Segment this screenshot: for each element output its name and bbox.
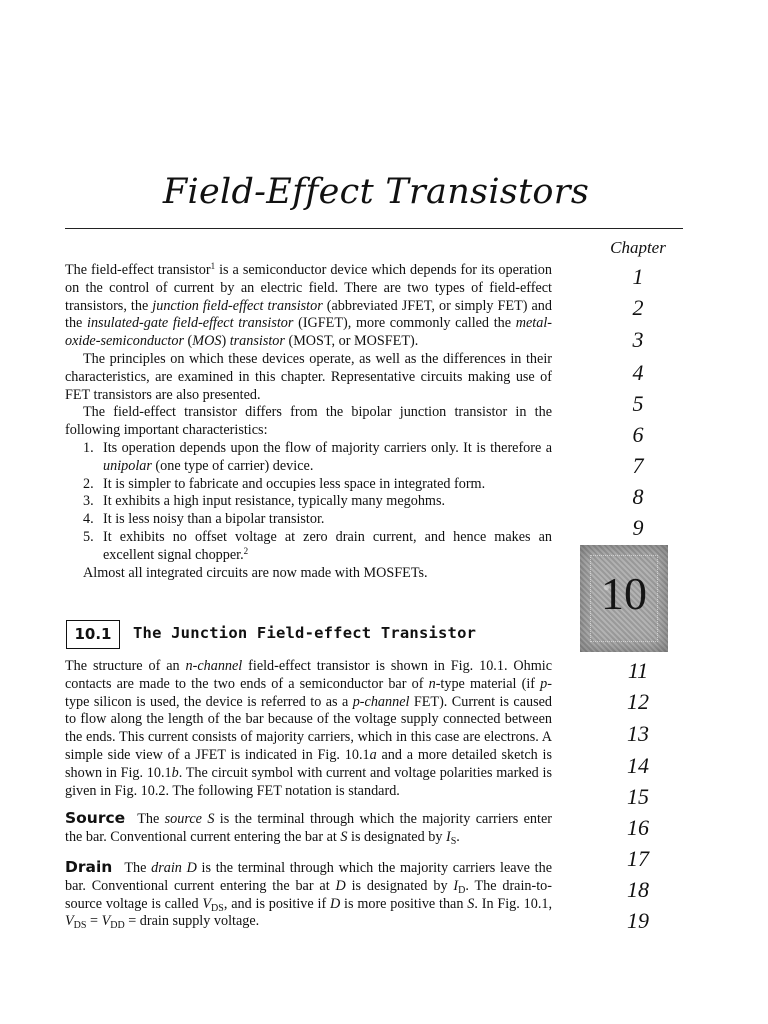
chapter-number[interactable]: 11 — [627, 658, 649, 683]
chapter-number[interactable]: 4 — [632, 360, 644, 385]
intro-paragraph-2: The principles on which these devices operate, as well as the differences in their characteristics, are examined in this chapter. Representative circuits making use of FET transistors are also presented. — [65, 350, 552, 403]
section-heading — [65, 620, 555, 650]
intro-paragraph-4: Almost all integrated circuits are now made with MOSFETs. — [83, 564, 428, 581]
intro-paragraph-3: The field-effect transistor differs from the bipolar junction transistor in the following important characteristics: — [65, 404, 552, 439]
chapter-number[interactable]: 12 — [627, 689, 649, 714]
intro-section — [65, 262, 552, 582]
chapter-number[interactable]: 15 — [627, 784, 649, 809]
jfet-paragraph: The structure of an n-channel field-effect transistor is shown in Fig. 10.1. Ohmic contacts are made to the two ends of a semiconductor bar of n-type material (if p-type silicon is used, the device is referred to as a p-channel FET). Current is caused to flow along the length of the bar because of the voltage supply connected between the ends. This current consists of majority carriers, which in this case are electrons. A simple side view of a JFET is indicated in Fig. 10.1a and a more detailed sketch is shown in Fig. 10.1b. The circuit symbol with current and voltage polarities marked is given in Fig. 10.2. The following FET notation is standard. — [65, 658, 553, 799]
current-chapter-tab[interactable] — [580, 545, 668, 652]
characteristics-list — [65, 440, 552, 565]
chapter-number[interactable]: 5 — [632, 391, 644, 416]
source-term: Source — [65, 809, 126, 827]
list-item: 1. Its operation depends upon the flow of majority carriers only. It is therefore a unipolar (one type of carrier) device. — [83, 439, 552, 474]
current-chapter-number: 10 — [601, 568, 647, 619]
chapter-label: Chapter — [610, 238, 666, 257]
list-item: 5. It exhibits no offset voltage at zero drain current, and hence makes an excellent signal chopper.$^2$ — [83, 528, 552, 563]
footnote-ref-2[interactable]: 2 — [243, 545, 249, 556]
title-rule — [65, 228, 683, 229]
list-item: 4. It is less noisy than a bipolar transistor. — [83, 511, 325, 528]
chapter-number[interactable]: 7 — [632, 453, 644, 478]
chapter-number[interactable]: 14 — [627, 753, 649, 778]
chapter-number[interactable]: 3 — [632, 327, 644, 352]
drain-term: Drain — [65, 858, 113, 876]
chapter-number[interactable]: 9 — [632, 515, 644, 540]
page-title: Field-Effect Transistors — [162, 172, 590, 212]
list-item: 2. It is simpler to fabricate and occupies less space in integrated form. — [83, 475, 486, 492]
section-title: The Junction Field-effect Transistor — [133, 624, 477, 642]
chapter-number[interactable]: 2 — [632, 295, 644, 320]
chapter-number[interactable]: 8 — [632, 484, 644, 509]
chapter-number[interactable]: 19 — [627, 908, 649, 933]
chapter-number[interactable]: 18 — [627, 877, 649, 902]
chapter-number[interactable]: 16 — [627, 815, 649, 840]
chapter-number[interactable]: 13 — [627, 721, 649, 746]
chapter-number[interactable]: 1 — [632, 264, 644, 289]
intro-paragraph-1: The field-effect transistor$^1$ is a semiconductor device which depends for its operation on the control of current by an electric field. There are two types of field-effect transistors, the junction field-effect transistor (abbreviated JFET, or simply FET) and the insulated-gate field-effect transistor (IGFET), more commonly called the metal-oxide-semiconductor (MOS) transistor (MOST, or MOSFET). — [65, 261, 552, 350]
footnote-ref-1[interactable]: 1 — [210, 261, 216, 271]
list-item: 3. It exhibits a high input resistance, typically many megohms. — [83, 493, 446, 510]
chapter-number[interactable]: 17 — [627, 846, 649, 871]
drain-definition: Drain The drain D is the terminal through which the majority carriers leave the bar. Conventional current entering the bar at D is designated by $I_D$. The drain-to-source voltage is called $V_{DS}$, and is positive if D is more positive than S. In Fig. 10.1, $V_{DS} = V_{DD}$ = drain supply voltage. — [65, 858, 553, 932]
section-number: 10.1 — [66, 620, 120, 649]
chapter-number[interactable]: 6 — [632, 422, 644, 447]
source-definition: Source The source S is the terminal through which the majority carriers enter the bar. Conventional current entering the bar at S is designated by $I_S$. — [65, 809, 552, 847]
